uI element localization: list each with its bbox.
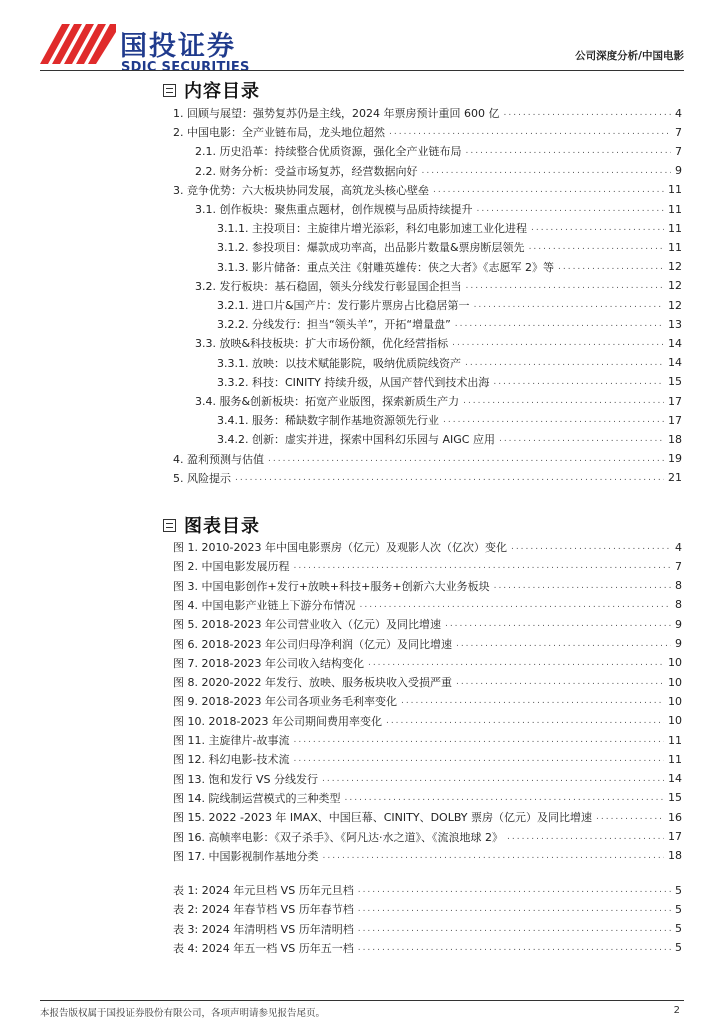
toc-entry-label: 图 4. 中国电影产业链上下游分布情况 bbox=[173, 598, 356, 612]
toc-entry-page: 9 bbox=[675, 617, 682, 631]
toc-entry-label: 3.1. 创作板块：聚焦重点题材，创作规模与品质持续提升 bbox=[195, 203, 473, 216]
toc-leader-dots bbox=[445, 614, 671, 634]
toc-entry-page: 4 bbox=[675, 540, 682, 554]
toc-leader-dots bbox=[529, 237, 664, 257]
toc-entry-page: 10 bbox=[668, 675, 682, 689]
toc-entry[interactable] bbox=[173, 788, 682, 808]
toc-entry[interactable] bbox=[173, 576, 682, 596]
toc-entry-label: 3.4.1. 服务：稀缺数字制作基地资源领先行业 bbox=[217, 414, 439, 428]
toc-entry[interactable] bbox=[173, 556, 682, 576]
toc-leader-dots bbox=[294, 556, 672, 576]
toc-entry-label: 表 2: 2024 年春节档 VS 历年春节档 bbox=[173, 903, 354, 917]
toc-entry-page: 4 bbox=[675, 106, 682, 120]
toc-entry[interactable] bbox=[173, 749, 682, 769]
toc-leader-dots bbox=[358, 919, 671, 939]
footer-divider bbox=[40, 1000, 684, 1001]
toc-leader-dots bbox=[466, 276, 665, 296]
toc-entry-label: 图 10. 2018-2023 年公司期间费用率变化 bbox=[173, 714, 382, 728]
toc-entry-page: 11 bbox=[668, 752, 682, 766]
toc-entry-label: 1. 回顾与展望：强势复苏仍是主线，2024 年票房预计重回 600 亿 bbox=[173, 107, 500, 120]
toc-entry-page: 18 bbox=[668, 432, 682, 446]
toc-entry-label: 2.1. 历史沿革：持续整合优质资源，强化全产业链布局 bbox=[195, 145, 462, 159]
toc-entry-page: 5 bbox=[675, 922, 682, 936]
toc-entry-page: 14 bbox=[668, 772, 682, 786]
toc-leader-dots bbox=[358, 899, 671, 919]
toc-entry[interactable] bbox=[173, 827, 682, 847]
toc-entry-page: 11 bbox=[668, 202, 682, 216]
toc-entry-page: 12 bbox=[668, 260, 682, 274]
toc-entry-label: 图 12. 科幻电影-技术流 bbox=[173, 753, 290, 767]
toc-entry-page: 7 bbox=[675, 144, 682, 158]
toc-leader-dots bbox=[422, 161, 672, 181]
toc-entry-label: 图 1. 2010-2023 年中国电影票房（亿元）及观影人次（亿次）变化 bbox=[173, 541, 507, 554]
toc-entry[interactable] bbox=[173, 595, 682, 615]
toc-entry[interactable] bbox=[173, 537, 682, 557]
toc-entry-label: 表 3: 2024 年清明档 VS 历年清明档 bbox=[173, 922, 354, 936]
toc-entry-page: 8 bbox=[675, 598, 682, 612]
toc-leader-dots bbox=[322, 769, 664, 789]
toc-entry-label: 3.3.1. 放映：以技术赋能影院，吸纳优质院线资产 bbox=[217, 356, 461, 370]
toc-entry[interactable] bbox=[173, 880, 682, 900]
toc-entry-label: 图 14. 院线制运营模式的三种类型 bbox=[173, 791, 341, 805]
toc-leader-dots bbox=[477, 199, 665, 219]
toc-entry-page: 12 bbox=[668, 279, 682, 293]
toc-entry[interactable] bbox=[195, 199, 682, 219]
toc-entry[interactable] bbox=[173, 672, 682, 692]
toc-entry[interactable] bbox=[173, 103, 682, 123]
toc-entry[interactable] bbox=[195, 161, 682, 181]
toc-leader-dots bbox=[499, 429, 664, 449]
toc-entry[interactable] bbox=[217, 218, 682, 238]
toc-entry-label: 图 16. 高帧率电影：《双子杀手》、《阿凡达·水之道》、《流浪地球 2》 bbox=[173, 830, 503, 844]
toc-entry[interactable] bbox=[195, 391, 682, 411]
toc-entry[interactable] bbox=[217, 314, 682, 334]
toc-leader-dots bbox=[466, 141, 672, 161]
toc-entry-page: 5 bbox=[675, 902, 682, 916]
toc-entry[interactable] bbox=[173, 180, 682, 200]
toc-leader-dots bbox=[323, 846, 665, 866]
header-divider bbox=[40, 70, 684, 71]
toc-entry-label: 3.3.2. 科技：CINITY 持续升级，从国产替代到技术出海 bbox=[217, 375, 490, 389]
toc-entry[interactable] bbox=[217, 353, 682, 373]
toc-entry[interactable] bbox=[173, 899, 682, 919]
toc-entry[interactable] bbox=[195, 141, 682, 161]
toc-entry[interactable] bbox=[217, 237, 682, 257]
toc-entry-label: 4. 盈利预测与估值 bbox=[173, 452, 264, 466]
toc-entry[interactable] bbox=[173, 769, 682, 789]
toc-entry-label: 3.3. 放映&科技板块：扩大市场份额，优化经营指标 bbox=[195, 337, 449, 351]
toc-entry-page: 11 bbox=[668, 733, 682, 747]
toc-leader-dots bbox=[268, 449, 664, 469]
toc-entry-page: 21 bbox=[668, 471, 682, 485]
toc-entry-page: 7 bbox=[675, 125, 682, 139]
toc-leader-dots bbox=[511, 537, 671, 557]
toc-entry-label: 3.1.1. 主投项目：主旋律片增光添彩，科幻电影加速工业化进程 bbox=[217, 222, 527, 236]
toc-entry[interactable] bbox=[173, 634, 682, 654]
toc-leader-dots bbox=[474, 295, 664, 315]
toc-entry-page: 11 bbox=[668, 221, 682, 235]
toc-entry-page: 5 bbox=[675, 883, 682, 897]
toc-entry[interactable] bbox=[173, 468, 682, 488]
toc-entry[interactable] bbox=[195, 276, 682, 296]
toc-leader-dots bbox=[494, 576, 671, 596]
toc-entry-label: 表 1: 2024 年元旦档 VS 历年元旦档 bbox=[173, 884, 354, 897]
toc-entry[interactable] bbox=[173, 691, 682, 711]
toc-leader-dots bbox=[293, 749, 664, 769]
toc-entry-page: 5 bbox=[675, 941, 682, 955]
logo-chinese-name: 国投证券 bbox=[120, 31, 236, 62]
contents-title-text: 内容目录 bbox=[184, 81, 260, 102]
toc-entry-label: 3.1.2. 参投项目：爆款成功率高，出品影片数量&票房断层领先 bbox=[217, 241, 525, 255]
toc-entry-page: 18 bbox=[668, 849, 682, 863]
toc-leader-dots bbox=[558, 257, 664, 277]
copyright-note: 本报告版权属于国投证券股份有限公司，各项声明请参见报告尾页。 bbox=[40, 1008, 326, 1019]
toc-leader-dots bbox=[235, 468, 664, 488]
toc-leader-dots bbox=[452, 333, 664, 353]
toc-entry-page: 16 bbox=[668, 810, 682, 824]
toc-leader-dots bbox=[465, 353, 664, 373]
toc-entry[interactable] bbox=[217, 410, 682, 430]
toc-entry[interactable] bbox=[173, 653, 682, 673]
toc-entry[interactable] bbox=[195, 333, 682, 353]
toc-entry-label: 图 6. 2018-2023 年公司归母净利润（亿元）及同比增速 bbox=[173, 637, 452, 651]
toc-leader-dots bbox=[433, 180, 664, 200]
toc-entry-page: 17 bbox=[668, 830, 682, 843]
toc-entry-label: 图 17. 中国影视制作基地分类 bbox=[173, 849, 319, 863]
toc-entry-label: 3.2.1. 进口片&国产片：发行影片票房占比稳居第一 bbox=[217, 299, 470, 312]
toc-entry-label: 图 7. 2018-2023 年公司收入结构变化 bbox=[173, 656, 364, 670]
toc-entry-page: 15 bbox=[668, 791, 682, 805]
toc-entry[interactable] bbox=[173, 846, 682, 866]
toc-entry-page: 10 bbox=[668, 694, 682, 708]
toc-entry-page: 17 bbox=[668, 394, 682, 408]
list-icon bbox=[163, 84, 176, 97]
toc-entry[interactable] bbox=[217, 257, 682, 277]
toc-entry-label: 2.2. 财务分析：受益市场复苏，经营数据向好 bbox=[195, 164, 418, 178]
toc-leader-dots bbox=[386, 711, 664, 731]
toc-leader-dots bbox=[507, 827, 664, 847]
toc-entry[interactable] bbox=[173, 730, 682, 750]
report-type-label: 公司深度分析/中国电影 bbox=[575, 50, 684, 62]
toc-entry-page: 13 bbox=[668, 317, 682, 331]
toc-entry-label: 3.4. 服务&创新板块：拓宽产业版图，探索新质生产力 bbox=[195, 395, 460, 408]
toc-entry-label: 3.4.2. 创新：虚实并进，探索中国科幻乐园与 AIGC 应用 bbox=[217, 433, 495, 447]
toc-leader-dots bbox=[455, 314, 664, 334]
toc-entry[interactable] bbox=[173, 449, 682, 469]
toc-entry[interactable] bbox=[217, 429, 682, 449]
toc-leader-dots bbox=[503, 103, 671, 123]
logo-english-name: SDIC SECURITIES bbox=[121, 60, 250, 75]
toc-entry-label: 图 13. 饱和发行 VS 分线发行 bbox=[173, 772, 318, 786]
toc-entry-page: 10 bbox=[668, 656, 682, 670]
toc-entry-label: 3.2. 发行板块：基石稳固，领头分线发行彰显国企担当 bbox=[195, 279, 462, 293]
toc-leader-dots bbox=[596, 807, 664, 827]
toc-entry-page: 11 bbox=[668, 183, 682, 197]
toc-entry[interactable] bbox=[173, 122, 682, 142]
toc-entry-page: 17 bbox=[668, 413, 682, 427]
toc-entry-label: 图 8. 2020-2022 年发行、放映、服务板块收入受损严重 bbox=[173, 676, 452, 690]
toc-entry[interactable] bbox=[173, 807, 682, 827]
toc-entry[interactable] bbox=[173, 938, 682, 958]
toc-leader-dots bbox=[401, 691, 664, 711]
toc-leader-dots bbox=[456, 634, 671, 654]
toc-entry-label: 3. 竞争优势：六大板块协同发展，高筑龙头核心壁垒 bbox=[173, 183, 429, 197]
list-icon bbox=[163, 519, 176, 532]
toc-leader-dots bbox=[358, 880, 671, 900]
toc-entry-page: 8 bbox=[675, 579, 682, 593]
toc-entry-page: 9 bbox=[675, 637, 682, 650]
toc-entry-label: 3.1.3. 影片储备：重点关注《射雕英雄传：侠之大者》《志愿军 2》等 bbox=[217, 260, 554, 274]
toc-entry-page: 12 bbox=[668, 298, 682, 312]
toc-leader-dots bbox=[293, 730, 664, 750]
toc-entry-page: 14 bbox=[668, 356, 682, 370]
toc-leader-dots bbox=[463, 391, 664, 411]
toc-leader-dots bbox=[493, 372, 664, 392]
toc-entry-page: 7 bbox=[675, 559, 682, 573]
toc-entry-label: 图 9. 2018-2023 年公司各项业务毛利率变化 bbox=[173, 695, 397, 709]
figures-title-text: 图表目录 bbox=[184, 516, 260, 537]
page-number: 2 bbox=[673, 1005, 680, 1016]
toc-leader-dots bbox=[358, 938, 671, 958]
toc-entry-label: 图 15. 2022 -2023 年 IMAX、中国巨幕、CINITY、DOLBY 票房（亿元）及同比增速 bbox=[173, 811, 592, 825]
toc-leader-dots bbox=[368, 653, 664, 673]
toc-entry-label: 3.2.2. 分线发行：担当“领头羊”，开拓“增量盘” bbox=[217, 318, 451, 332]
company-logo bbox=[40, 24, 250, 74]
toc-entry[interactable] bbox=[217, 372, 682, 392]
toc-entry-page: 9 bbox=[675, 164, 682, 178]
toc-entry-label: 2. 中国电影：全产业链布局，龙头地位超然 bbox=[173, 126, 385, 140]
contents-section-title bbox=[163, 77, 260, 103]
toc-entry-label: 图 11. 主旋律片-故事流 bbox=[173, 734, 290, 747]
toc-entry-label: 图 5. 2018-2023 年公司营业收入（亿元）及同比增速 bbox=[173, 618, 441, 632]
toc-leader-dots bbox=[531, 218, 664, 238]
toc-entry[interactable] bbox=[173, 919, 682, 939]
toc-entry-page: 11 bbox=[668, 240, 682, 254]
toc-leader-dots bbox=[456, 672, 664, 692]
toc-leader-dots bbox=[360, 595, 672, 615]
toc-entry-label: 图 2. 中国电影发展历程 bbox=[173, 560, 290, 574]
toc-leader-dots bbox=[345, 788, 665, 808]
toc-entry[interactable] bbox=[217, 295, 682, 315]
toc-entry-page: 15 bbox=[668, 375, 682, 389]
figures-section-title bbox=[163, 512, 260, 538]
toc-entry-label: 5. 风险提示 bbox=[173, 471, 231, 485]
toc-entry-page: 19 bbox=[668, 452, 682, 466]
toc-entry-page: 10 bbox=[668, 714, 682, 728]
toc-leader-dots bbox=[389, 122, 671, 142]
toc-entry-page: 14 bbox=[668, 336, 682, 350]
toc-entry[interactable] bbox=[173, 614, 682, 634]
toc-leader-dots bbox=[443, 410, 664, 430]
toc-entry-label: 表 4: 2024 年五一档 VS 历年五一档 bbox=[173, 941, 354, 955]
toc-entry[interactable] bbox=[173, 711, 682, 731]
logo-stripes-icon bbox=[40, 24, 116, 64]
toc-entry-label: 图 3. 中国电影创作+发行+放映+科技+服务+创新六大业务板块 bbox=[173, 579, 490, 593]
